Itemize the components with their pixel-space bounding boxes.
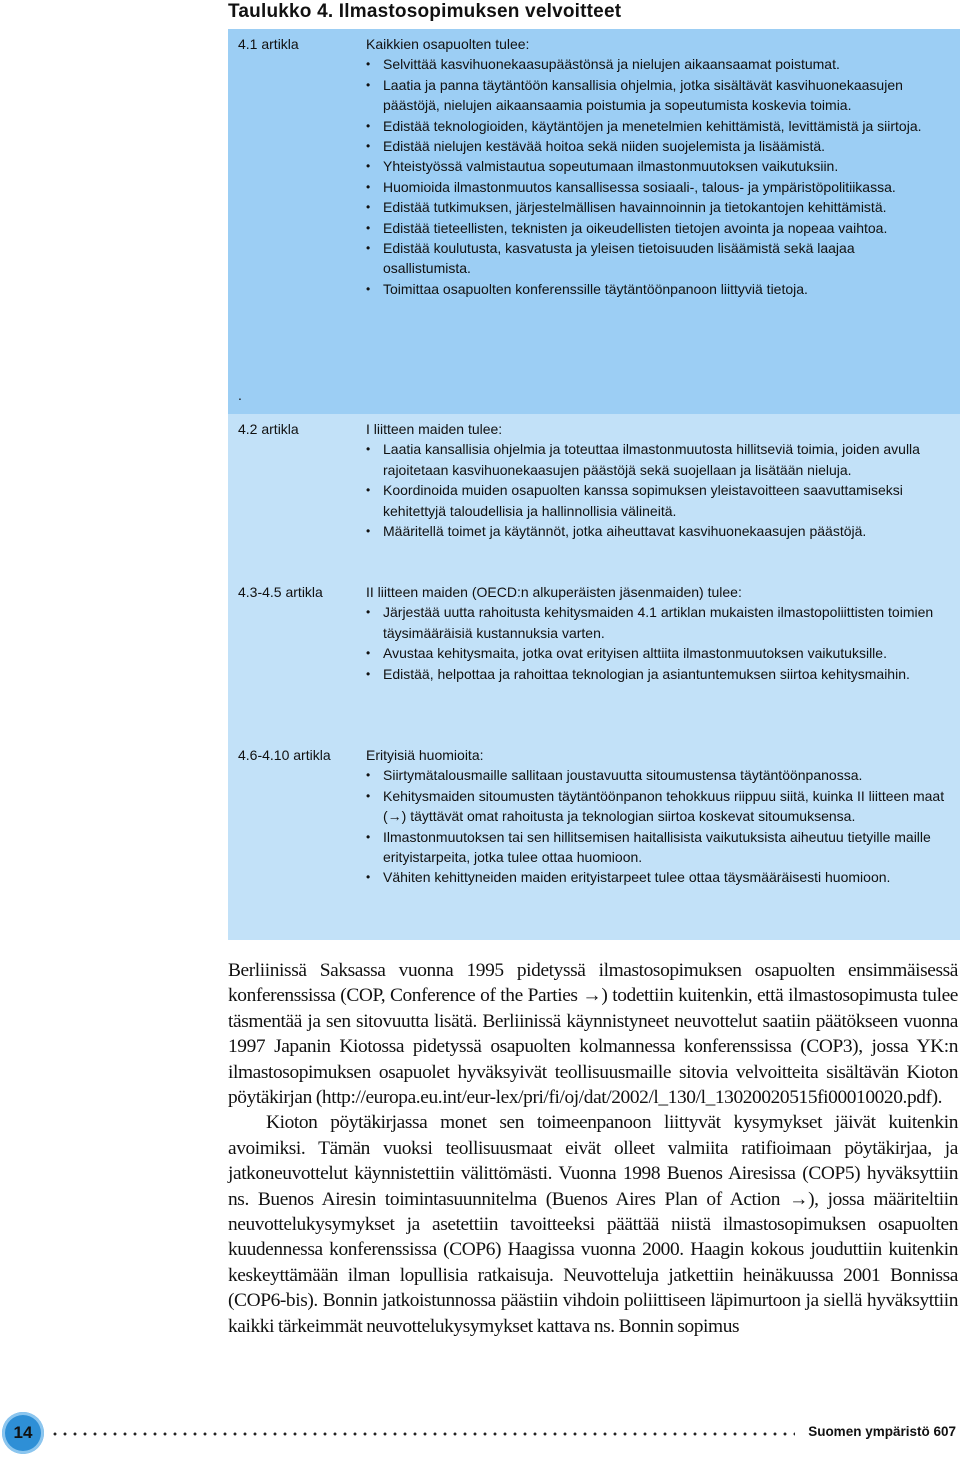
dotted-leader-line (50, 1432, 795, 1436)
list-item: • Edistää nielujen kestävää hoitoa sekä niiden suojelemista ja lisäämistä. (366, 136, 946, 156)
list-item: • Laatia ja panna täytäntöön kansallisia ohjelmia, jotka sisältävät kasvihuonekaasujen päästöjä, nielujen aikaansaamia poistumia ja sopeutumista koskevia toimia. (366, 75, 946, 116)
section-label: 4.2 artikla (238, 421, 299, 437)
section-label: 4.3-4.5 artikla (238, 584, 323, 600)
section-body (366, 34, 946, 299)
list-item: • Määritellä toimet ja käytännöt, jotka aiheuttavat kasvihuonekaasujen päästöjä. (366, 521, 946, 541)
list-item: • Yhteistyössä valmistautua sopeutumaan ilmastonmuutoksen vaikutuksiin. (366, 156, 946, 176)
section-heading: I liitteen maiden tulee: (366, 421, 503, 437)
list-item: • Edistää teknologioiden, käytäntöjen ja menetelmien kehittämistä, levittämistä ja siirtoja. (366, 116, 946, 136)
table-section-4-1 (228, 29, 960, 414)
bullet-list (366, 765, 946, 887)
list-item: • Edistää, helpottaa ja rahoittaa teknologian ja asiantuntemuksen siirtoa kehitysmaihin. (366, 664, 946, 684)
bullet-list (366, 602, 946, 684)
bullet-list (366, 54, 946, 299)
section-body (366, 419, 946, 541)
list-item: • Edistää tieteellisten, teknisten ja oikeudellisten tietojen avointa ja nopeaa vaihtoa. (366, 218, 946, 238)
list-item: • Avustaa kehitysmaita, jotka ovat erityisen alttiita ilmastonmuutoksen vaikutuksille. (366, 643, 946, 663)
list-item: • Edistää tutkimuksen, järjestelmällisen havainnoinnin ja tietokantojen kehittämistä. (366, 197, 946, 217)
list-item: • Koordinoida muiden osapuolten kanssa sopimuksen yleistavoitteen saavuttamiseksi kehitettyjä taloudellisia ja hallinnollisia välineitä. (366, 480, 946, 521)
list-item: • Edistää koulutusta, kasvatusta ja yleisen tietoisuuden lisäämistä sekä laajaa osallistumista. (366, 238, 946, 279)
section-label: 4.6-4.10 artikla (238, 747, 331, 763)
section-body (366, 582, 946, 684)
list-item: • Vähiten kehittyneiden maiden erityistarpeet tulee ottaa täysmääräisesti huomioon. (366, 867, 946, 887)
section-marker: . (238, 387, 242, 403)
paragraph: Berliinissä Saksassa vuonna 1995 pidetyssä ilmastosopimuksen osapuolten ensimmäisessä konferenssissa (COP, Conference of the Parties →) todettiin kuitenkin, että ilmastosopimusta tulee täsmentää ja sen sitovuutta lisätä. Berliinissä käynnistyneet neuvottelut saatiin päätökseen vuonna 1997 Japanin Kiotossa pidetyssä osapuolten kolmannessa konferenssissa (COP3), jossa YK:n ilmastosopimuksen osapuolet hyväksyivät teollisuusmaille sitovia velvoitteita sisältävän Kioton pöytäkirjan (http://europa.eu.int/eur-lex/pri/fi/oj/dat/2002/l_130/l_13020020515fi00010020.pdf). (228, 960, 958, 1109)
paragraph: Kioton pöytäkirjassa monet sen toimeenpanoon liittyvät kysymykset jäivät kuitenkin avoimiksi. Tämän vuoksi teollisuusmaat eivät olleet valmiita ratifioimaan pöytäkirjaa, ja jatkoneuvottelut käynnistettiin välittömästi. Vuonna 1998 Buenos Airesissa (COP5) hyväksyttiin ns. Buenos Airesin toimintasuunnitelma (Buenos Aires Plan of Action →), jossa määriteltiin neuvottelukysymykset ja asetettiin tavoitteeksi päättää niistä ilmastosopimuksen osapuolten kuudennessa konferenssissa (COP6) Haagissa vuonna 2000. Haagin kokous jouduttiin kuitenkin keskeyttämään ilman lopullisia ratkaisuja. Neuvotteluja jatkettiin heinäkuussa 2001 Bonnissa (COP6-bis). Bonnin jatkoistunnossa päästiin vihdoin poliittiseen läpimurtoon ja siellä hyväksyttiin kaikki tärkeimmät neuvottelukysymykset kattava ns. Bonnin sopimus (228, 1112, 958, 1337)
publication-name: Suomen ympäristö 607 (808, 1424, 956, 1439)
section-heading: Erityisiä huomioita: (366, 747, 484, 763)
obligations-table (228, 29, 960, 940)
list-item: • Ilmastonmuutoksen tai sen hillitsemisen haitallisista vaikutuksista aiheutuu tietyille maille erityistarpeita, jotka tulee ottaa huomioon. (366, 827, 946, 868)
list-item: • Kehitysmaiden sitoumusten täytäntöönpanon tehokkuus riippuu siitä, kuinka II liitteen maat (→) täyttävät omat rahoitusta ja teknologian siirtoa koskevat sitoumuksensa. (366, 786, 946, 827)
list-item: • Siirtymätalousmaille sallitaan joustavuutta sitoumustensa täytäntöönpanossa. (366, 765, 946, 785)
page-footer (0, 1411, 960, 1455)
table-section-4-2 (228, 414, 960, 577)
section-heading: Kaikkien osapuolten tulee: (366, 36, 530, 52)
list-item: • Huomioida ilmastonmuutos kansallisessa sosiaali-, talous- ja ympäristöpolitiikassa. (366, 177, 946, 197)
list-item: • Järjestää uutta rahoitusta kehitysmaiden 4.1 artiklan mukaisten ilmastopoliittisten toimien täysimääräisiä kustannuksia varten. (366, 602, 946, 643)
section-heading: II liitteen maiden (OECD:n alkuperäisten jäsenmaiden) tulee: (366, 584, 742, 600)
list-item: • Toimittaa osapuolten konferenssille täytäntöönpanoon liittyviä tietoja. (366, 279, 946, 299)
page-number-badge: 14 (2, 1412, 44, 1454)
section-body (366, 745, 946, 888)
body-text (228, 958, 958, 1339)
section-label: 4.1 artikla (238, 36, 299, 52)
bullet-list (366, 439, 946, 541)
table-section-4-6-4-10 (228, 740, 960, 940)
list-item: • Selvittää kasvihuonekaasupäästönsä ja nielujen aikaansaamat poistumat. (366, 54, 946, 74)
table-section-4-3-4-5 (228, 577, 960, 740)
table-title: Taulukko 4. Ilmastosopimuksen velvoitteet (228, 1, 622, 22)
list-item: • Laatia kansallisia ohjelmia ja toteuttaa ilmastonmuutosta hillitseviä toimia, joiden avulla rajoitetaan kasvihuonekaasujen päästöjä sekä suojellaan ja lisätään nieluja. (366, 439, 946, 480)
